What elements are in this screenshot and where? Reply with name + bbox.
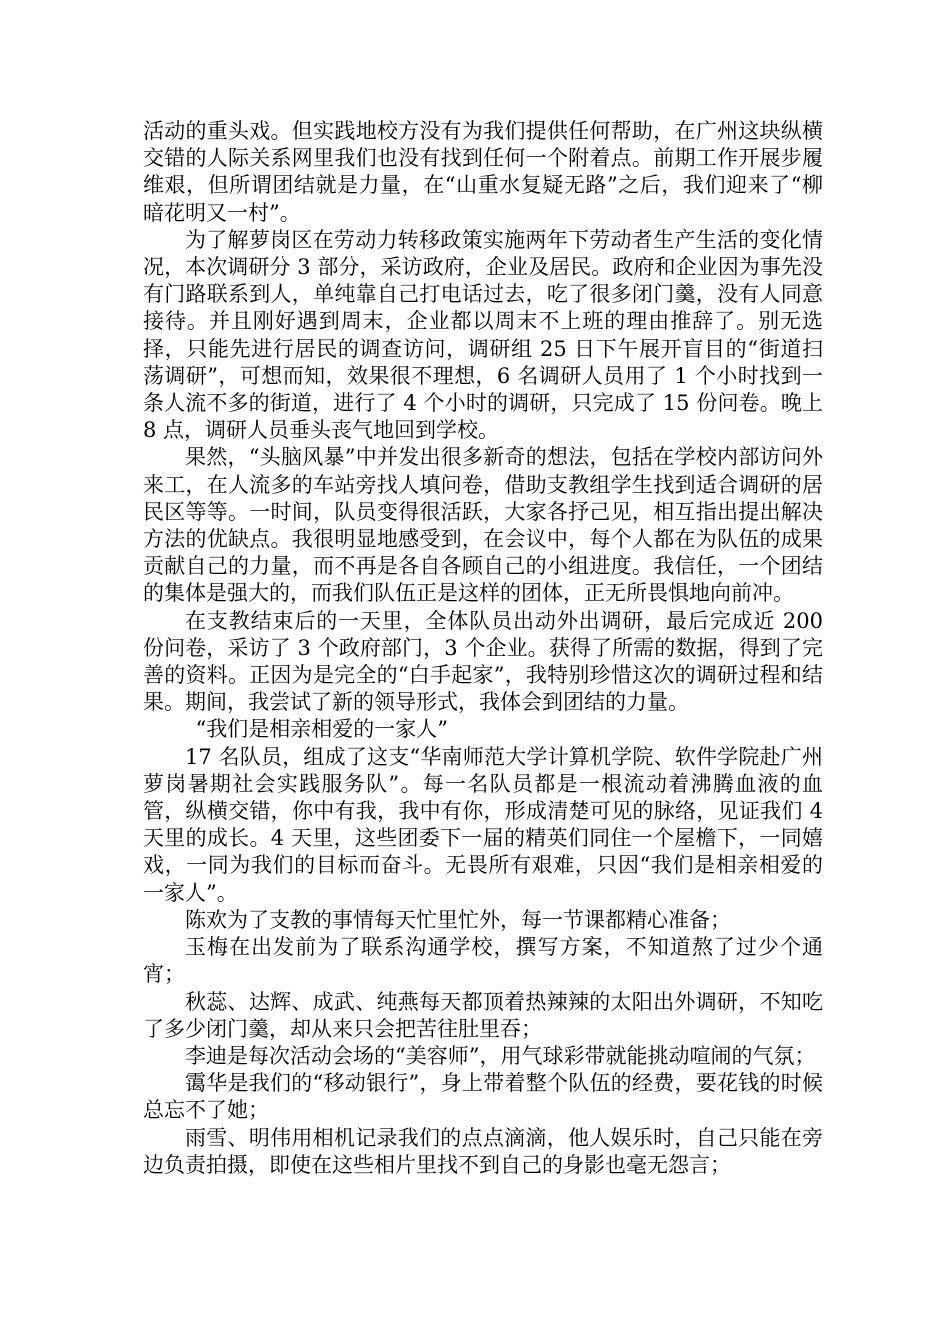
paragraph-member: 秋蕊、达辉、成武、纯燕每天都顶着热辣辣的太阳出外调研，不知吃了多少闭门羹，却从来只会把苦往肚里吞； bbox=[143, 989, 823, 1041]
paragraph-team-intro: 17 名队员，组成了这支“华南师范大学计算机学院、软件学院赴广州萝岗暑期社会实践服务队”。每一名队员都是一根流动着沸腾血液的血管，纵横交错，你中有我，我中有你，形成清楚可见的脉络，见证我们 4 天里的成长。4 天里，这些团委下一届的精英们同住一个屋檐下，一同嬉戏，一同为我们的目标而奋斗。无畏所有艰难，只因“我们是相亲相爱的一家人”。 bbox=[143, 744, 823, 905]
paragraph-member: 玉梅在出发前为了联系沟通学校，撰写方案，不知道熬了过少个通宵； bbox=[143, 935, 823, 987]
paragraph-research-result: 在支教结束后的一天里，全体队员出动外出调研，最后完成近 200 份问卷，采访了 3 个政府部门，3 个企业。获得了所需的数据，得到了完善的资料。正因为是完全的“白手起家”，我特别珍惜这次的调研过程和结果。期间，我尝试了新的领导形式，我体会到团结的力量。 bbox=[143, 608, 823, 715]
document-body bbox=[143, 118, 823, 1179]
paragraph-member: 陈欢为了支教的事情每天忙里忙外，每一节课都精心准备； bbox=[185, 907, 731, 932]
paragraph-continuation: 活动的重头戏。但实践地校方没有为我们提供任何帮助，在广州这块纵横交错的人际关系网里我们也没有找到任何一个附着点。前期工作开展步履维艰，但所谓团结就是力量，在“山重水复疑无路”之后，我们迎来了“柳暗花明又一村”。 bbox=[143, 119, 823, 225]
paragraph-member: 李迪是每次活动会场的“美容师”，用气球彩带就能挑动喧闹的气氛； bbox=[185, 1043, 816, 1068]
paragraph-member: 霭华是我们的“移动银行”，身上带着整个队伍的经费，要花钱的时候总忘不了她； bbox=[143, 1071, 823, 1123]
paragraph-brainstorm: 果然，“头脑风暴”中并发出很多新奇的想法，包括在学校内部访问外来工，在人流多的车站旁找人填问卷，借助支教组学生找到适合调研的居民区等等。一时间，队员变得很活跃，大家各抒己见，相互指出提出解决方法的优缺点。我很明显地感受到，在会议中，每个人都在为队伍的成果贡献自己的力量，而不再是各自各顾自己的小组进度。我信任，一个团结的集体是强大的，而我们队伍正是这样的团体，正无所畏惧地向前冲。 bbox=[143, 445, 823, 606]
paragraph-member: 雨雪、明伟用相机记录我们的点点滴滴，他人娱乐时，自己只能在旁边负责拍摄，即使在这些相片里找不到自己的身影也毫无怨言； bbox=[143, 1125, 823, 1177]
paragraph-research-plan: 为了解萝岗区在劳动力转移政策实施两年下劳动者生产生活的变化情况，本次调研分 3 部分，采访政府，企业及居民。政府和企业因为事先没有门路联系到人，单纯靠自己打电话过去，吃了很多闭门羹，没有人同意接待。并且刚好遇到周末，企业都以周末不上班的理由推辞了。别无选择，只能先进行居民的调查访问，调研组 25 日下午展开盲目的“街道扫荡调研”，可想而知，效果很不理想，6 名调研人员用了 1 个小时找到一条人流不多的街道，进行了 4 个小时的调研，只完成了 15 份问卷。晚上 8 点，调研人员垂头丧气地回到学校。 bbox=[143, 227, 823, 443]
section-heading: “我们是相亲相爱的一家人” bbox=[195, 717, 448, 742]
